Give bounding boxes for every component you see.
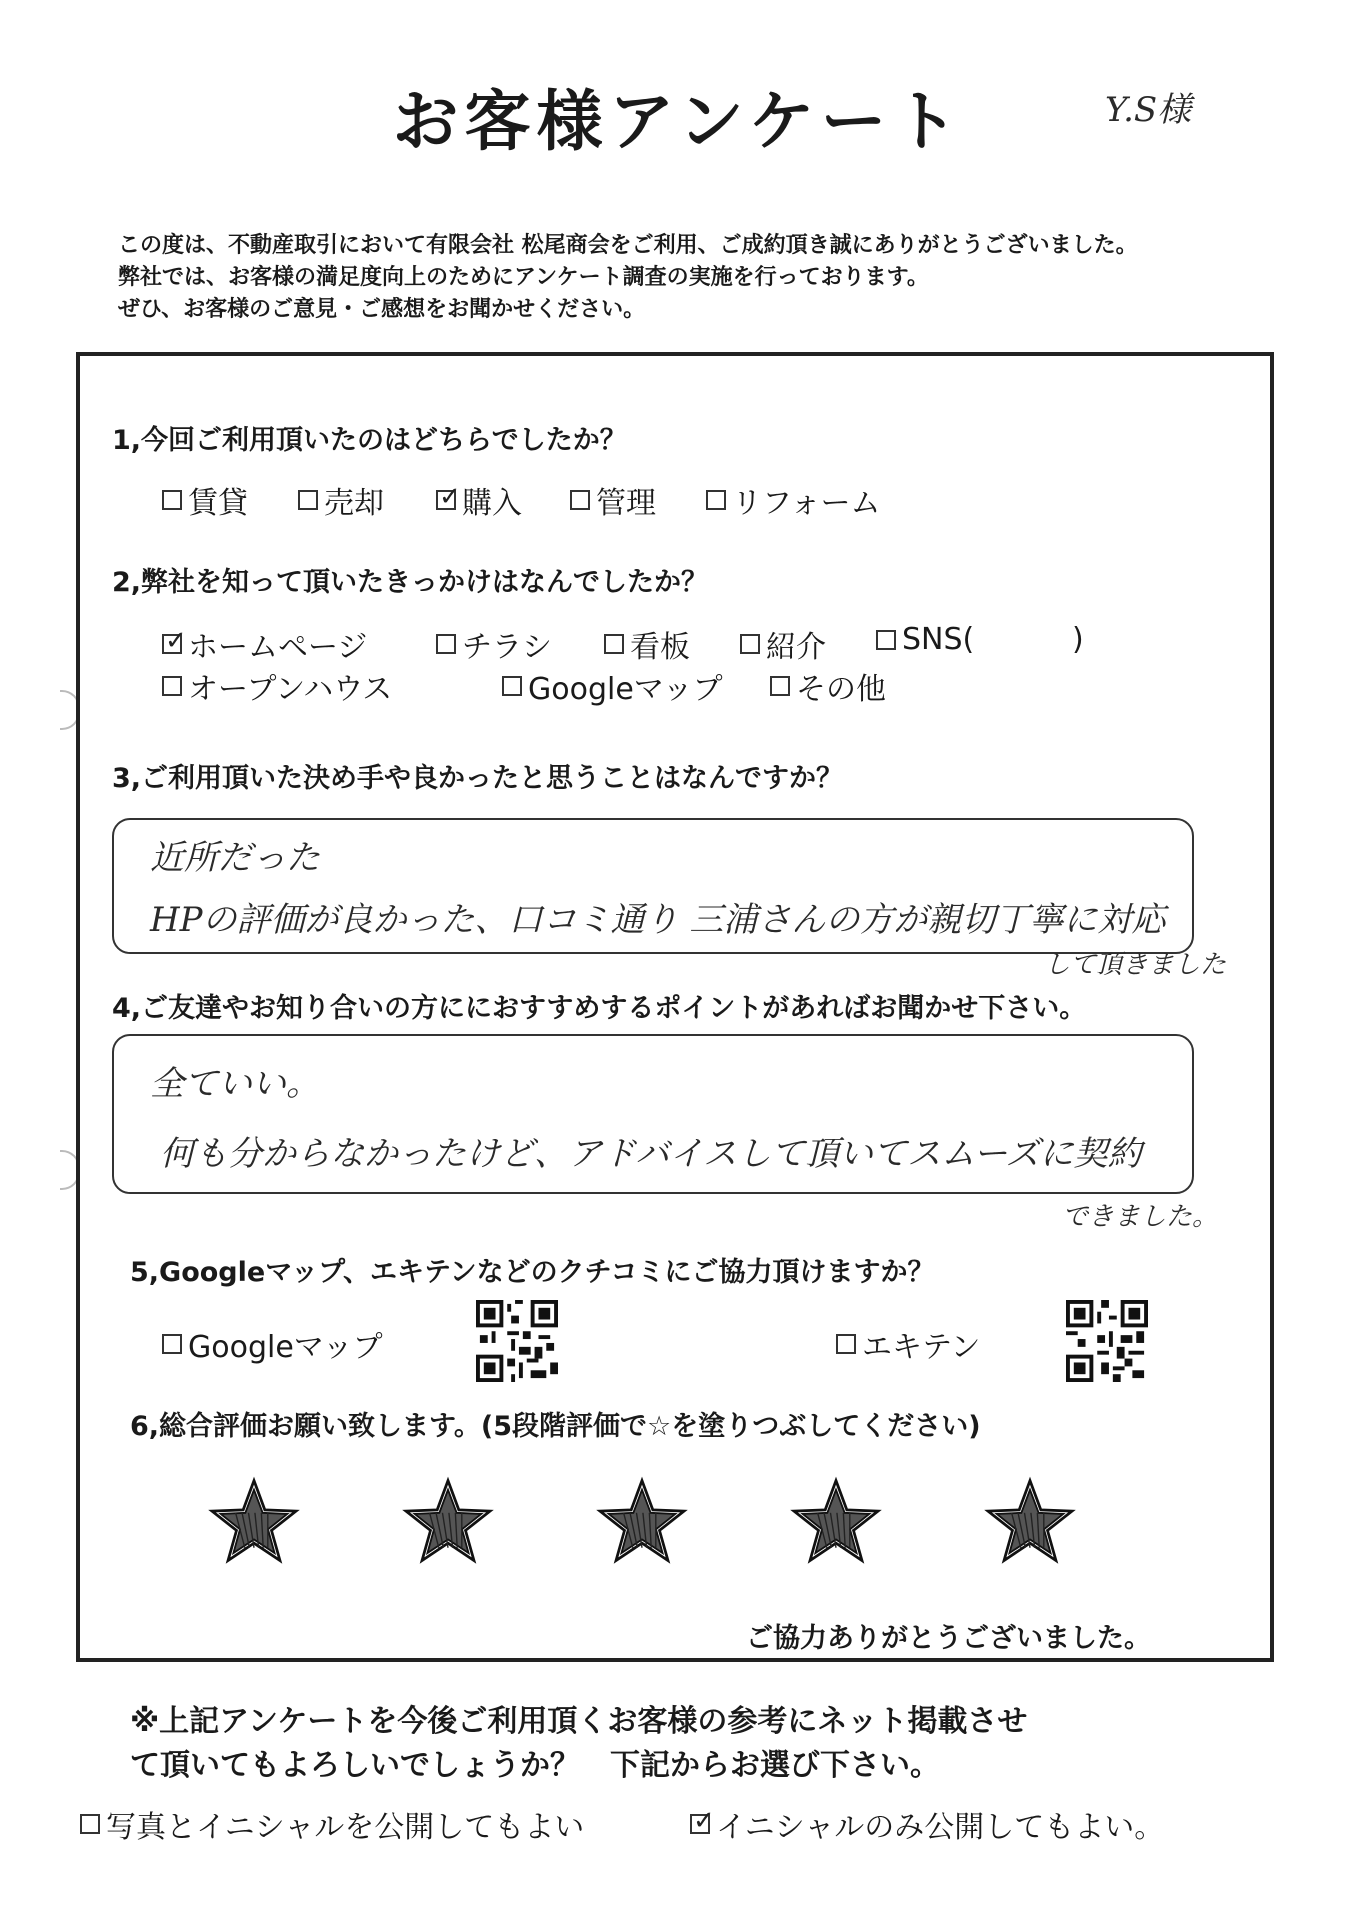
customer-initials: Y.S様 xyxy=(1105,90,1192,130)
intro-line: 弊社では、お客様の満足度向上のためにアンケート調査の実施を行っております。 xyxy=(118,265,929,290)
q2-question: 2,弊社を知って頂いたきっかけはなんでしたか？ xyxy=(112,567,709,598)
star-icon[interactable] xyxy=(596,1476,688,1568)
q2-option-flyer[interactable] xyxy=(436,622,552,666)
q2-sns-close-paren: ) xyxy=(1072,622,1084,657)
star-icon[interactable] xyxy=(402,1476,494,1568)
checkbox[interactable] xyxy=(298,490,318,510)
q4-answer-line: できました。 xyxy=(1062,1202,1219,1232)
qr-code-icon[interactable] xyxy=(1066,1300,1148,1382)
checkbox-checked[interactable] xyxy=(690,1814,710,1834)
q3-answer-line: して頂きました xyxy=(1044,950,1227,980)
q4-question: 4,ご友達やお知り合いの方ににおすすめするポイントがあればお聞かせ下さい。 xyxy=(112,993,1087,1024)
option-label: 賃貸 xyxy=(188,486,248,521)
option-label: Googleマップ xyxy=(188,1330,383,1365)
checkbox[interactable] xyxy=(876,630,896,650)
option-label: チラシ xyxy=(462,630,552,665)
qr-code-icon[interactable] xyxy=(476,1300,558,1382)
consent-option-photo-initials[interactable] xyxy=(80,1802,584,1846)
q2-option-referral[interactable] xyxy=(740,622,826,666)
checkbox[interactable] xyxy=(740,634,760,654)
q2-option-other[interactable] xyxy=(770,664,886,708)
option-label: 紹介 xyxy=(766,630,826,665)
intro-line: ぜひ、お客様のご意見・ご感想をお聞かせください。 xyxy=(118,297,646,322)
q6-question: 6,総合評価お願い致します。(5段階評価で☆を塗りつぶしてください) xyxy=(130,1411,981,1442)
option-label: イニシャルのみ公開してもよい。 xyxy=(716,1810,1165,1845)
q1-option-rent[interactable] xyxy=(162,478,248,522)
publication-notice xyxy=(130,1700,1027,1788)
page-title: お客様アンケート xyxy=(392,83,965,160)
checkbox[interactable] xyxy=(706,490,726,510)
checkbox[interactable] xyxy=(162,676,182,696)
q2-option-googlemaps[interactable] xyxy=(502,664,723,708)
option-label: Googleマップ xyxy=(528,672,723,707)
q3-question: 3,ご利用頂いた決め手や良かったと思うことはなんですか？ xyxy=(112,763,844,794)
q3-answer-line: HPの評価が良かった、口コミ通り 三浦さんの方が親切丁寧に対応 xyxy=(150,900,1166,940)
option-label: 売却 xyxy=(324,486,384,521)
thanks-message: ご協力ありがとうございました。 xyxy=(746,1623,1151,1654)
option-label: 写真とイニシャルを公開してもよい xyxy=(106,1810,585,1845)
option-label: 看板 xyxy=(630,630,690,665)
checkbox-checked[interactable] xyxy=(162,634,182,654)
option-label: SNS( xyxy=(902,622,975,657)
checkbox[interactable] xyxy=(436,634,456,654)
q4-answer-line: 何も分からなかったけど、アドバイスして頂いてスムーズに契約 xyxy=(160,1134,1142,1174)
checkbox[interactable] xyxy=(604,634,624,654)
checkbox[interactable] xyxy=(570,490,590,510)
q5-question: 5,Googleマップ、エキテンなどのクチコミにご協力頂けますか？ xyxy=(130,1257,935,1288)
option-label: 管理 xyxy=(596,486,656,521)
star-icon[interactable] xyxy=(984,1476,1076,1568)
checkbox[interactable] xyxy=(836,1334,856,1354)
checkbox[interactable] xyxy=(162,1334,182,1354)
option-label: 購入 xyxy=(462,486,522,521)
option-label: エキテン xyxy=(862,1330,981,1365)
option-label: その他 xyxy=(796,672,886,707)
q5-option-ekiten[interactable] xyxy=(836,1322,981,1366)
q5-option-googlemaps[interactable] xyxy=(162,1322,383,1366)
q1-option-buy[interactable] xyxy=(436,478,522,522)
q3-answer-line: 近所だった xyxy=(150,838,320,878)
option-label: ホームページ xyxy=(188,630,368,665)
checkbox[interactable] xyxy=(80,1814,100,1834)
notice-line: て頂いてもよろしいでしょうか？ 下記からお選び下さい。 xyxy=(130,1748,940,1783)
q1-option-manage[interactable] xyxy=(570,478,656,522)
star-icon[interactable] xyxy=(208,1476,300,1568)
checkbox[interactable] xyxy=(502,676,522,696)
checkbox-checked[interactable] xyxy=(436,490,456,510)
q2-option-openhouse[interactable] xyxy=(162,664,392,708)
checkbox[interactable] xyxy=(770,676,790,696)
star-icon[interactable] xyxy=(790,1476,882,1568)
q1-option-reform[interactable] xyxy=(706,478,881,522)
q1-question: 1,今回ご利用頂いたのはどちらでしたか？ xyxy=(112,425,627,456)
checkbox[interactable] xyxy=(162,490,182,510)
consent-option-initials-only[interactable] xyxy=(690,1802,1164,1846)
intro-line: この度は、不動産取引において有限会社 松尾商会をご利用、ご成約頂き誠にありがとうございました。 xyxy=(118,233,1138,258)
intro-text xyxy=(118,230,1138,326)
q2-option-signboard[interactable] xyxy=(604,622,690,666)
notice-line: ※上記アンケートを今後ご利用頂くお客様の参考にネット掲載させ xyxy=(130,1704,1028,1739)
q1-option-sell[interactable] xyxy=(298,478,384,522)
option-label: オープンハウス xyxy=(188,672,393,707)
q2-option-sns[interactable] xyxy=(876,622,974,657)
option-label: リフォーム xyxy=(732,486,881,521)
q4-answer-line: 全ていい。 xyxy=(150,1064,320,1104)
q2-option-homepage[interactable] xyxy=(162,622,367,666)
